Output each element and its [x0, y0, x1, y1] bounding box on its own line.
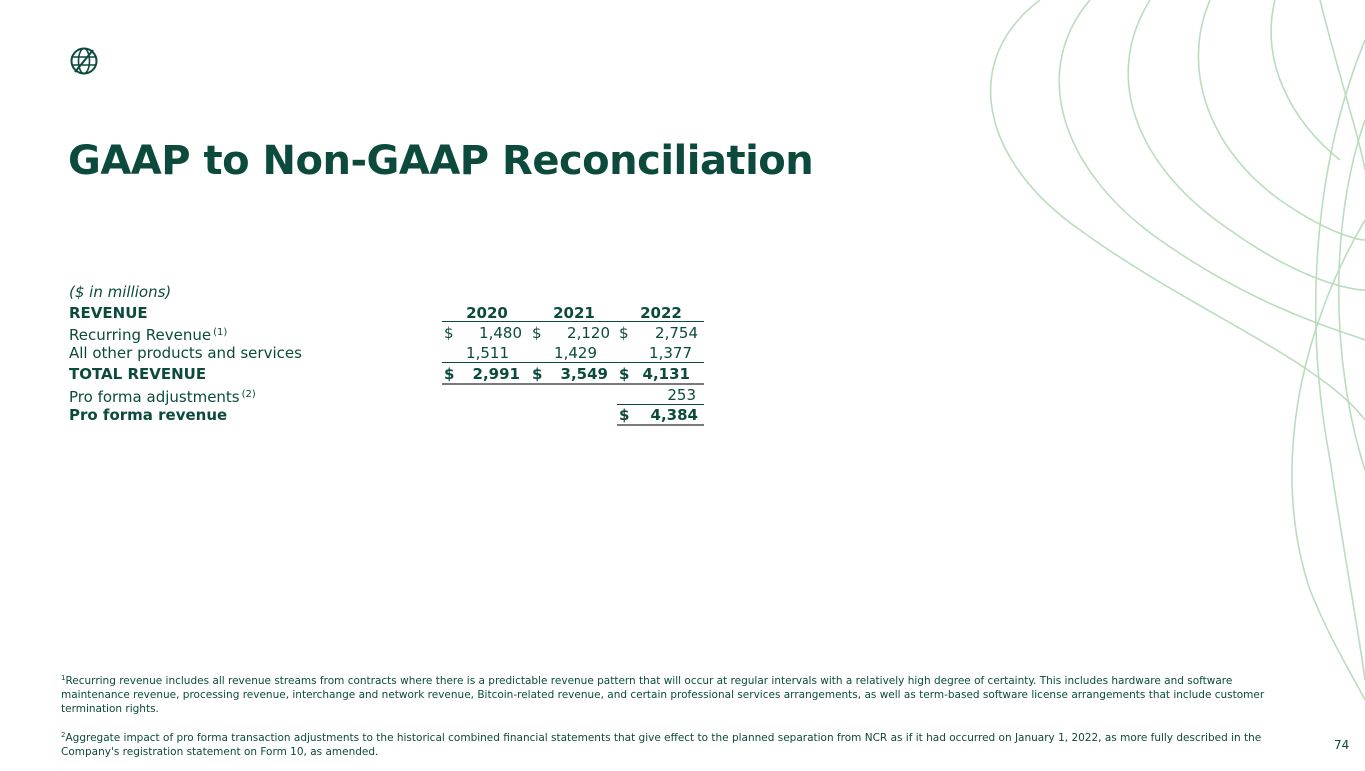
- footnote-ref: (1): [213, 327, 228, 338]
- currency-symbol: $: [619, 365, 630, 383]
- year-header: 2021: [553, 304, 595, 322]
- currency-symbol: $: [619, 324, 629, 342]
- swirl-line: [1059, 0, 1365, 340]
- table-header-row: [69, 303, 709, 323]
- row-label: All other products and services: [69, 344, 302, 362]
- currency-symbol: $: [444, 324, 454, 342]
- row-label: Recurring Revenue $^{(1)}$: [69, 326, 228, 344]
- value-2021: 1,429: [554, 344, 597, 362]
- swirl-line: [991, 0, 1365, 420]
- table-row-total: [69, 364, 709, 384]
- value-2022: 4,384: [650, 406, 698, 424]
- units-note: ($ in millions): [69, 283, 172, 301]
- year-header: 2022: [640, 304, 682, 322]
- value-2021: 3,549: [560, 365, 608, 383]
- value-2020: 1,480: [479, 324, 522, 342]
- table-row: [69, 343, 709, 363]
- value-2021: 2,120: [567, 324, 610, 342]
- currency-symbol: $: [532, 365, 543, 383]
- table-row: [69, 385, 709, 405]
- row-label: Pro forma revenue: [69, 406, 228, 424]
- row-label: TOTAL REVENUE: [69, 365, 207, 383]
- section-header: REVENUE: [69, 304, 148, 322]
- footnote-marker: 2: [61, 731, 66, 739]
- value-2020: 1,511: [466, 344, 509, 362]
- total-underline: [617, 424, 704, 426]
- footnote-1: $^1$Recurring revenue includes all revenue streams from contracts where there is a predictable revenue pattern that will occur at regular intervals with a relatively high degree of certainty. This includes hardware and software maintenance revenue, processing revenue, interchange and network revenue, Bitcoin-related revenue, and certain professional services arrangements, as well as term-based software license arrangements that include customer termination rights.: [61, 674, 1265, 715]
- year-header: 2020: [466, 304, 508, 322]
- swirl-line: [1271, 0, 1340, 160]
- value-2022: 2,754: [655, 324, 698, 342]
- value-2022: 4,131: [642, 365, 690, 383]
- value-2020: 2,991: [472, 365, 520, 383]
- swirl-line: [1339, 120, 1365, 470]
- swirl-line: [1292, 220, 1365, 700]
- footnotes: [61, 671, 1276, 771]
- swirl-line: [1128, 0, 1365, 290]
- subtotal-line: [442, 362, 704, 363]
- footnote-ref: (2): [241, 389, 256, 400]
- header-underline: [442, 321, 704, 322]
- globe-logo-icon: [69, 46, 99, 76]
- footnote-marker: 1: [61, 674, 66, 682]
- swirl-line: [1316, 40, 1365, 680]
- value-2022: 253: [667, 386, 696, 404]
- swirl-line: [1198, 0, 1365, 240]
- row-label: Pro forma adjustments $^{(2)}$: [69, 388, 256, 406]
- page-title: GAAP to Non-GAAP Reconciliation: [68, 138, 814, 184]
- table-row-total: [69, 405, 709, 425]
- value-2022: 1,377: [649, 344, 692, 362]
- table-row: [69, 323, 709, 343]
- swirl-line: [1320, 0, 1365, 170]
- currency-symbol: $: [619, 406, 630, 424]
- currency-symbol: $: [532, 324, 542, 342]
- footnote-2: $^2$Aggregate impact of pro forma transaction adjustments to the historical combined financial statements that give effect to the planned separation from NCR as if it had occurred on January 1, 2022, as more fully described in the Company's registration statement on Form 10, as amended.: [61, 731, 1262, 758]
- page-number: 74: [1334, 738, 1350, 752]
- currency-symbol: $: [444, 365, 455, 383]
